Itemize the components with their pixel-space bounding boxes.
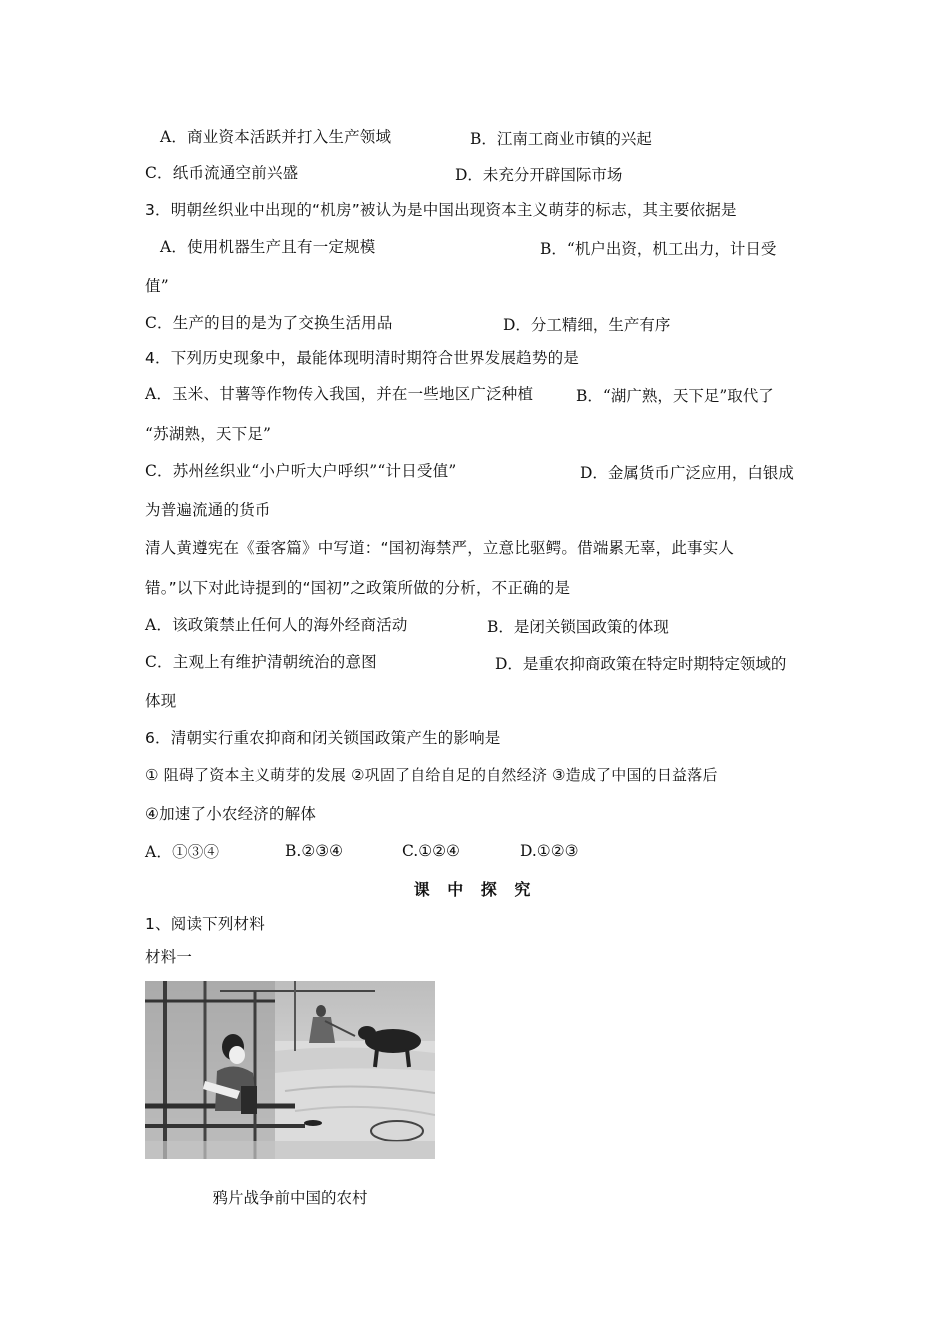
section-title: 课 中 探 究 (413, 880, 537, 899)
q6-items-line1: ① 阻碍了资本主义萌芽的发展 ②巩固了自给自足的自然经济 ③造成了中国的日益落后 (145, 766, 718, 784)
q3-stem: 3．明朝丝织业中出现的“机房”被认为是中国出现资本主义萌芽的标志，其主要依据是 (145, 201, 737, 219)
q5-option-a: A．该政策禁止任何人的海外经商活动 (145, 616, 408, 634)
q5-option-b: B．是闭关锁国政策的体现 (487, 618, 669, 636)
q6-stem: 6．清朝实行重农抑商和闭关锁国政策产生的影响是 (145, 729, 501, 747)
q6-option-d: D.①②③ (520, 842, 579, 860)
q3-option-b: B．“机户出资，机工出力，计日受 (540, 240, 777, 258)
q5-stem-line2: 错。”以下对此诗提到的“国初”之政策所做的分析，不正确的是 (145, 579, 571, 597)
q4-option-d: D．金属货币广泛应用，白银成 (580, 464, 794, 482)
part1-heading: 1、阅读下列材料 (145, 915, 265, 933)
q4-option-b-cont: “苏湖熟，天下足” (145, 425, 272, 443)
rural-china-illustration (145, 981, 435, 1159)
q4-option-a: A．玉米、甘薯等作物传入我国，并在一些地区广泛种植 (145, 385, 534, 403)
q6-items-line2: ④加速了小农经济的解体 (145, 805, 317, 823)
q3-option-a: A．使用机器生产且有一定规模 (160, 238, 376, 256)
q4-stem: 4．下列历史现象中，最能体现明清时期符合世界发展趋势的是 (145, 349, 579, 367)
q2-option-a: A．商业资本活跃并打入生产领域 (160, 128, 392, 146)
q5-stem-line1: 清人黄遵宪在《蚕客篇》中写道：“国初海禁严，立意比驱鳄。借端累无辜，此事实人 (145, 539, 735, 557)
q6-option-b: B.②③④ (285, 842, 344, 860)
q5-option-c: C．主观上有维护清朝统治的意图 (145, 653, 377, 671)
q2-option-b: B．江南工商业市镇的兴起 (470, 130, 652, 148)
weaving-scene-image (145, 981, 435, 1159)
q3-option-b-cont: 值” (145, 277, 169, 295)
q5-option-d: D．是重农抑商政策在特定时期特定领域的 (495, 655, 787, 673)
q6-option-c: C.①②④ (402, 842, 460, 860)
q2-option-c: C．纸币流通空前兴盛 (145, 164, 299, 182)
q3-option-c: C．生产的目的是为了交换生活用品 (145, 314, 393, 332)
q3-option-d: D．分工精细，生产有序 (503, 316, 671, 334)
q4-option-c: C．苏州丝织业“小户听大户呼织”“计日受值” (145, 462, 457, 480)
q4-option-d-cont: 为普遍流通的货币 (145, 501, 271, 519)
illustration-caption: 鸦片战争前中国的农村 (212, 1189, 368, 1207)
q4-option-b: B．“湖广熟，天下足”取代了 (576, 387, 774, 405)
q5-option-d-cont: 体现 (145, 692, 177, 710)
q2-option-d: D．未充分开辟国际市场 (455, 166, 623, 184)
q6-option-a: A．①③④ (145, 843, 220, 861)
material-one-label: 材料一 (145, 948, 193, 966)
